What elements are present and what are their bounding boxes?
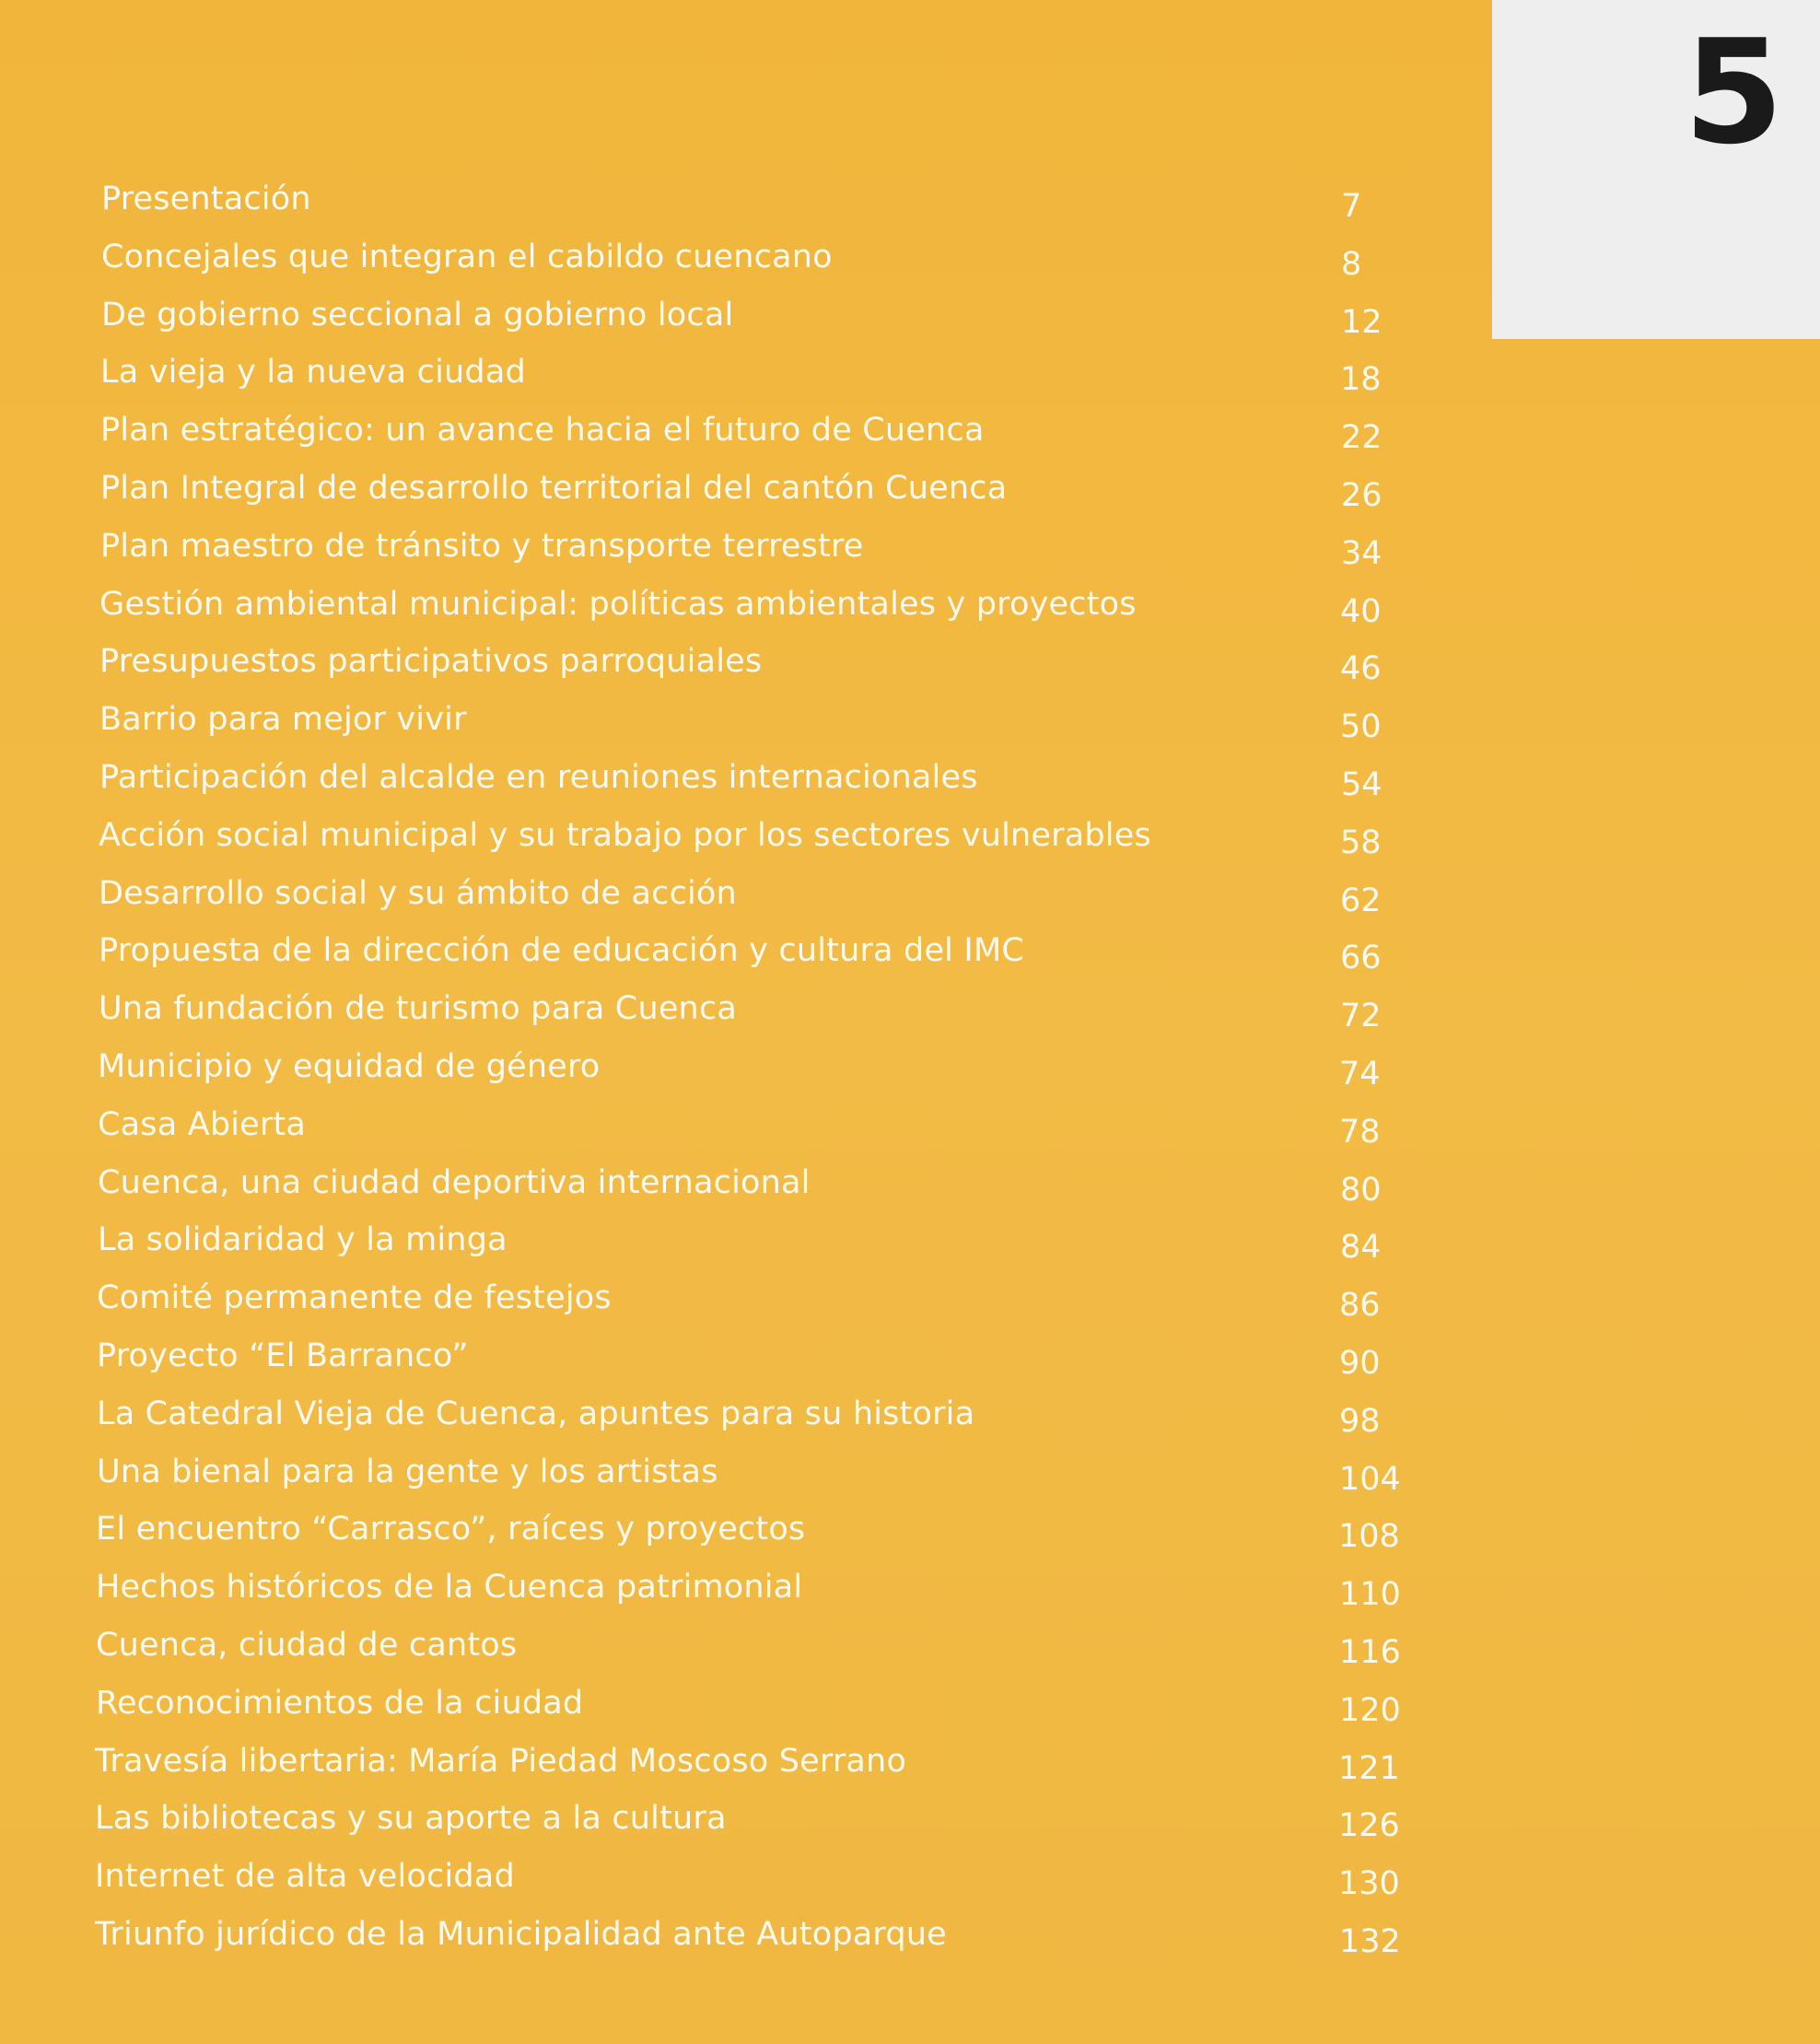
toc-entry-page: 72 xyxy=(1340,998,1382,1034)
toc-entry xyxy=(95,1737,1403,1785)
toc-entry xyxy=(98,1101,1406,1149)
toc-entry-title: Proyecto “El Barranco” xyxy=(97,1337,469,1374)
toc-entry-title: La Catedral Vieja de Cuenca, apuntes para su historia xyxy=(97,1396,975,1432)
toc-entry-title: Plan estratégico: un avance hacia el futuro de Cuenca xyxy=(100,412,985,449)
toc-entry-page: 8 xyxy=(1341,246,1362,283)
toc-entry-page: 40 xyxy=(1340,593,1382,630)
toc-entry xyxy=(98,1159,1406,1207)
toc-entry-page: 62 xyxy=(1340,882,1382,919)
toc-entry xyxy=(99,985,1406,1033)
toc-entry-page: 110 xyxy=(1339,1576,1401,1613)
toc-entry xyxy=(95,1794,1403,1842)
toc-entry-page: 126 xyxy=(1338,1807,1400,1844)
toc-entry-title: La vieja y la nueva ciudad xyxy=(100,354,526,391)
toc-entry xyxy=(95,1852,1403,1900)
toc-entry xyxy=(96,1505,1404,1553)
toc-entry xyxy=(99,812,1406,859)
toc-entry xyxy=(100,522,1408,570)
toc-entry-page: 120 xyxy=(1339,1692,1401,1729)
toc-entry xyxy=(97,1390,1405,1438)
toc-entry-title: Gestión ambiental municipal: políticas ambientales y proyectos xyxy=(99,586,1137,623)
toc-entry-title: La solidaridad y la minga xyxy=(98,1221,508,1258)
toc-entry-title: Plan Integral de desarrollo territorial del cantón Cuenca xyxy=(100,470,1008,507)
toc-entry xyxy=(101,233,1409,281)
toc-entry-title: Plan maestro de tránsito y transporte terrestre xyxy=(100,528,864,565)
toc-entry-title: Las bibliotecas y su aporte a la cultura xyxy=(95,1800,727,1837)
page-number: 5 xyxy=(1684,8,1784,176)
toc-entry-page: 104 xyxy=(1339,1461,1401,1498)
toc-entry xyxy=(97,1448,1405,1496)
toc-entry-page: 58 xyxy=(1340,824,1382,861)
toc-entry xyxy=(98,1216,1406,1264)
toc-entry-page: 98 xyxy=(1339,1403,1381,1440)
toc-entry-title: Triunfo jurídico de la Municipalidad ante Autoparque xyxy=(95,1916,947,1953)
toc-entry xyxy=(101,175,1409,223)
toc-entry-page: 84 xyxy=(1340,1229,1382,1266)
toc-entry-title: Barrio para mejor vivir xyxy=(99,701,467,738)
toc-entry-title: Comité permanente de festejos xyxy=(97,1279,612,1316)
toc-entry xyxy=(100,464,1408,512)
toc-entry xyxy=(99,580,1407,628)
toc-entry xyxy=(101,291,1409,339)
toc-entry-page: 108 xyxy=(1338,1518,1400,1555)
toc-entry-page: 12 xyxy=(1341,304,1382,341)
toc-entry xyxy=(96,1563,1404,1611)
toc-entry-page: 7 xyxy=(1341,188,1362,225)
toc-entry-page: 50 xyxy=(1340,708,1382,745)
toc-entry-title: Internet de alta velocidad xyxy=(95,1858,515,1895)
toc-entry-page: 26 xyxy=(1341,477,1382,514)
toc-entry-page: 46 xyxy=(1340,650,1382,687)
toc-entry-title: Una fundación de turismo para Cuenca xyxy=(99,990,738,1027)
toc-entry-title: Presupuestos participativos parroquiales xyxy=(99,643,763,680)
toc-entry-page: 130 xyxy=(1338,1865,1400,1902)
toc-entry-page: 80 xyxy=(1340,1172,1382,1209)
toc-entry xyxy=(100,406,1408,454)
toc-entry-title: Acción social municipal y su trabajo por los sectores vulnerables xyxy=(99,817,1151,854)
toc-entry xyxy=(99,870,1406,917)
toc-entry xyxy=(95,1910,1403,1958)
toc-entry-title: Cuenca, ciudad de cantos xyxy=(96,1627,518,1664)
toc-entry-page: 18 xyxy=(1340,361,1382,398)
toc-entry xyxy=(98,1043,1406,1091)
toc-entry xyxy=(97,1274,1405,1322)
toc-entry-title: Hechos históricos de la Cuenca patrimonial xyxy=(96,1569,803,1606)
toc-entry xyxy=(99,753,1407,801)
toc-entry-page: 74 xyxy=(1339,1056,1381,1092)
toc-entry xyxy=(100,348,1408,396)
toc-entry xyxy=(99,695,1407,743)
toc-entry-page: 116 xyxy=(1339,1634,1401,1671)
toc-entry-page: 54 xyxy=(1341,766,1382,803)
toc-entry xyxy=(99,637,1407,685)
toc-entry-title: Propuesta de la dirección de educación y cultura del IMC xyxy=(99,932,1024,969)
toc-entry-title: De gobierno seccional a gobierno local xyxy=(101,297,734,333)
toc-entry-page: 66 xyxy=(1340,940,1382,976)
toc-entry-page: 90 xyxy=(1339,1345,1381,1382)
toc-entry-title: Cuenca, una ciudad deportiva internacional xyxy=(98,1164,811,1201)
toc-entry-title: Una bienal para la gente y los artistas xyxy=(97,1454,718,1490)
toc-entry-title: Participación del alcalde en reuniones internacionales xyxy=(99,759,978,796)
toc-entry-title: Travesía libertaria: María Piedad Moscoso Serrano xyxy=(95,1743,907,1780)
toc-entry-title: Concejales que integran el cabildo cuencano xyxy=(101,239,833,275)
toc-entry-title: El encuentro “Carrasco”, raíces y proyectos xyxy=(96,1511,806,1548)
toc-entry xyxy=(96,1679,1404,1727)
toc-entry-title: Desarrollo social y su ámbito de acción xyxy=(99,875,737,912)
toc-entry xyxy=(97,1332,1405,1380)
toc-entry-title: Presentación xyxy=(101,181,311,217)
toc-entry-page: 132 xyxy=(1339,1923,1401,1960)
toc-entry-title: Reconocimientos de la ciudad xyxy=(96,1685,584,1722)
toc-entry-title: Municipio y equidad de género xyxy=(98,1048,601,1085)
toc-entry-page: 22 xyxy=(1341,419,1382,456)
toc-entry xyxy=(96,1621,1404,1669)
toc-entry-title: Casa Abierta xyxy=(98,1106,307,1143)
toc-entry xyxy=(99,927,1406,975)
toc-entry-page: 86 xyxy=(1339,1287,1381,1324)
toc-entry-page: 121 xyxy=(1338,1750,1400,1787)
toc-entry-page: 78 xyxy=(1339,1114,1381,1150)
toc-entry-page: 34 xyxy=(1341,535,1382,572)
